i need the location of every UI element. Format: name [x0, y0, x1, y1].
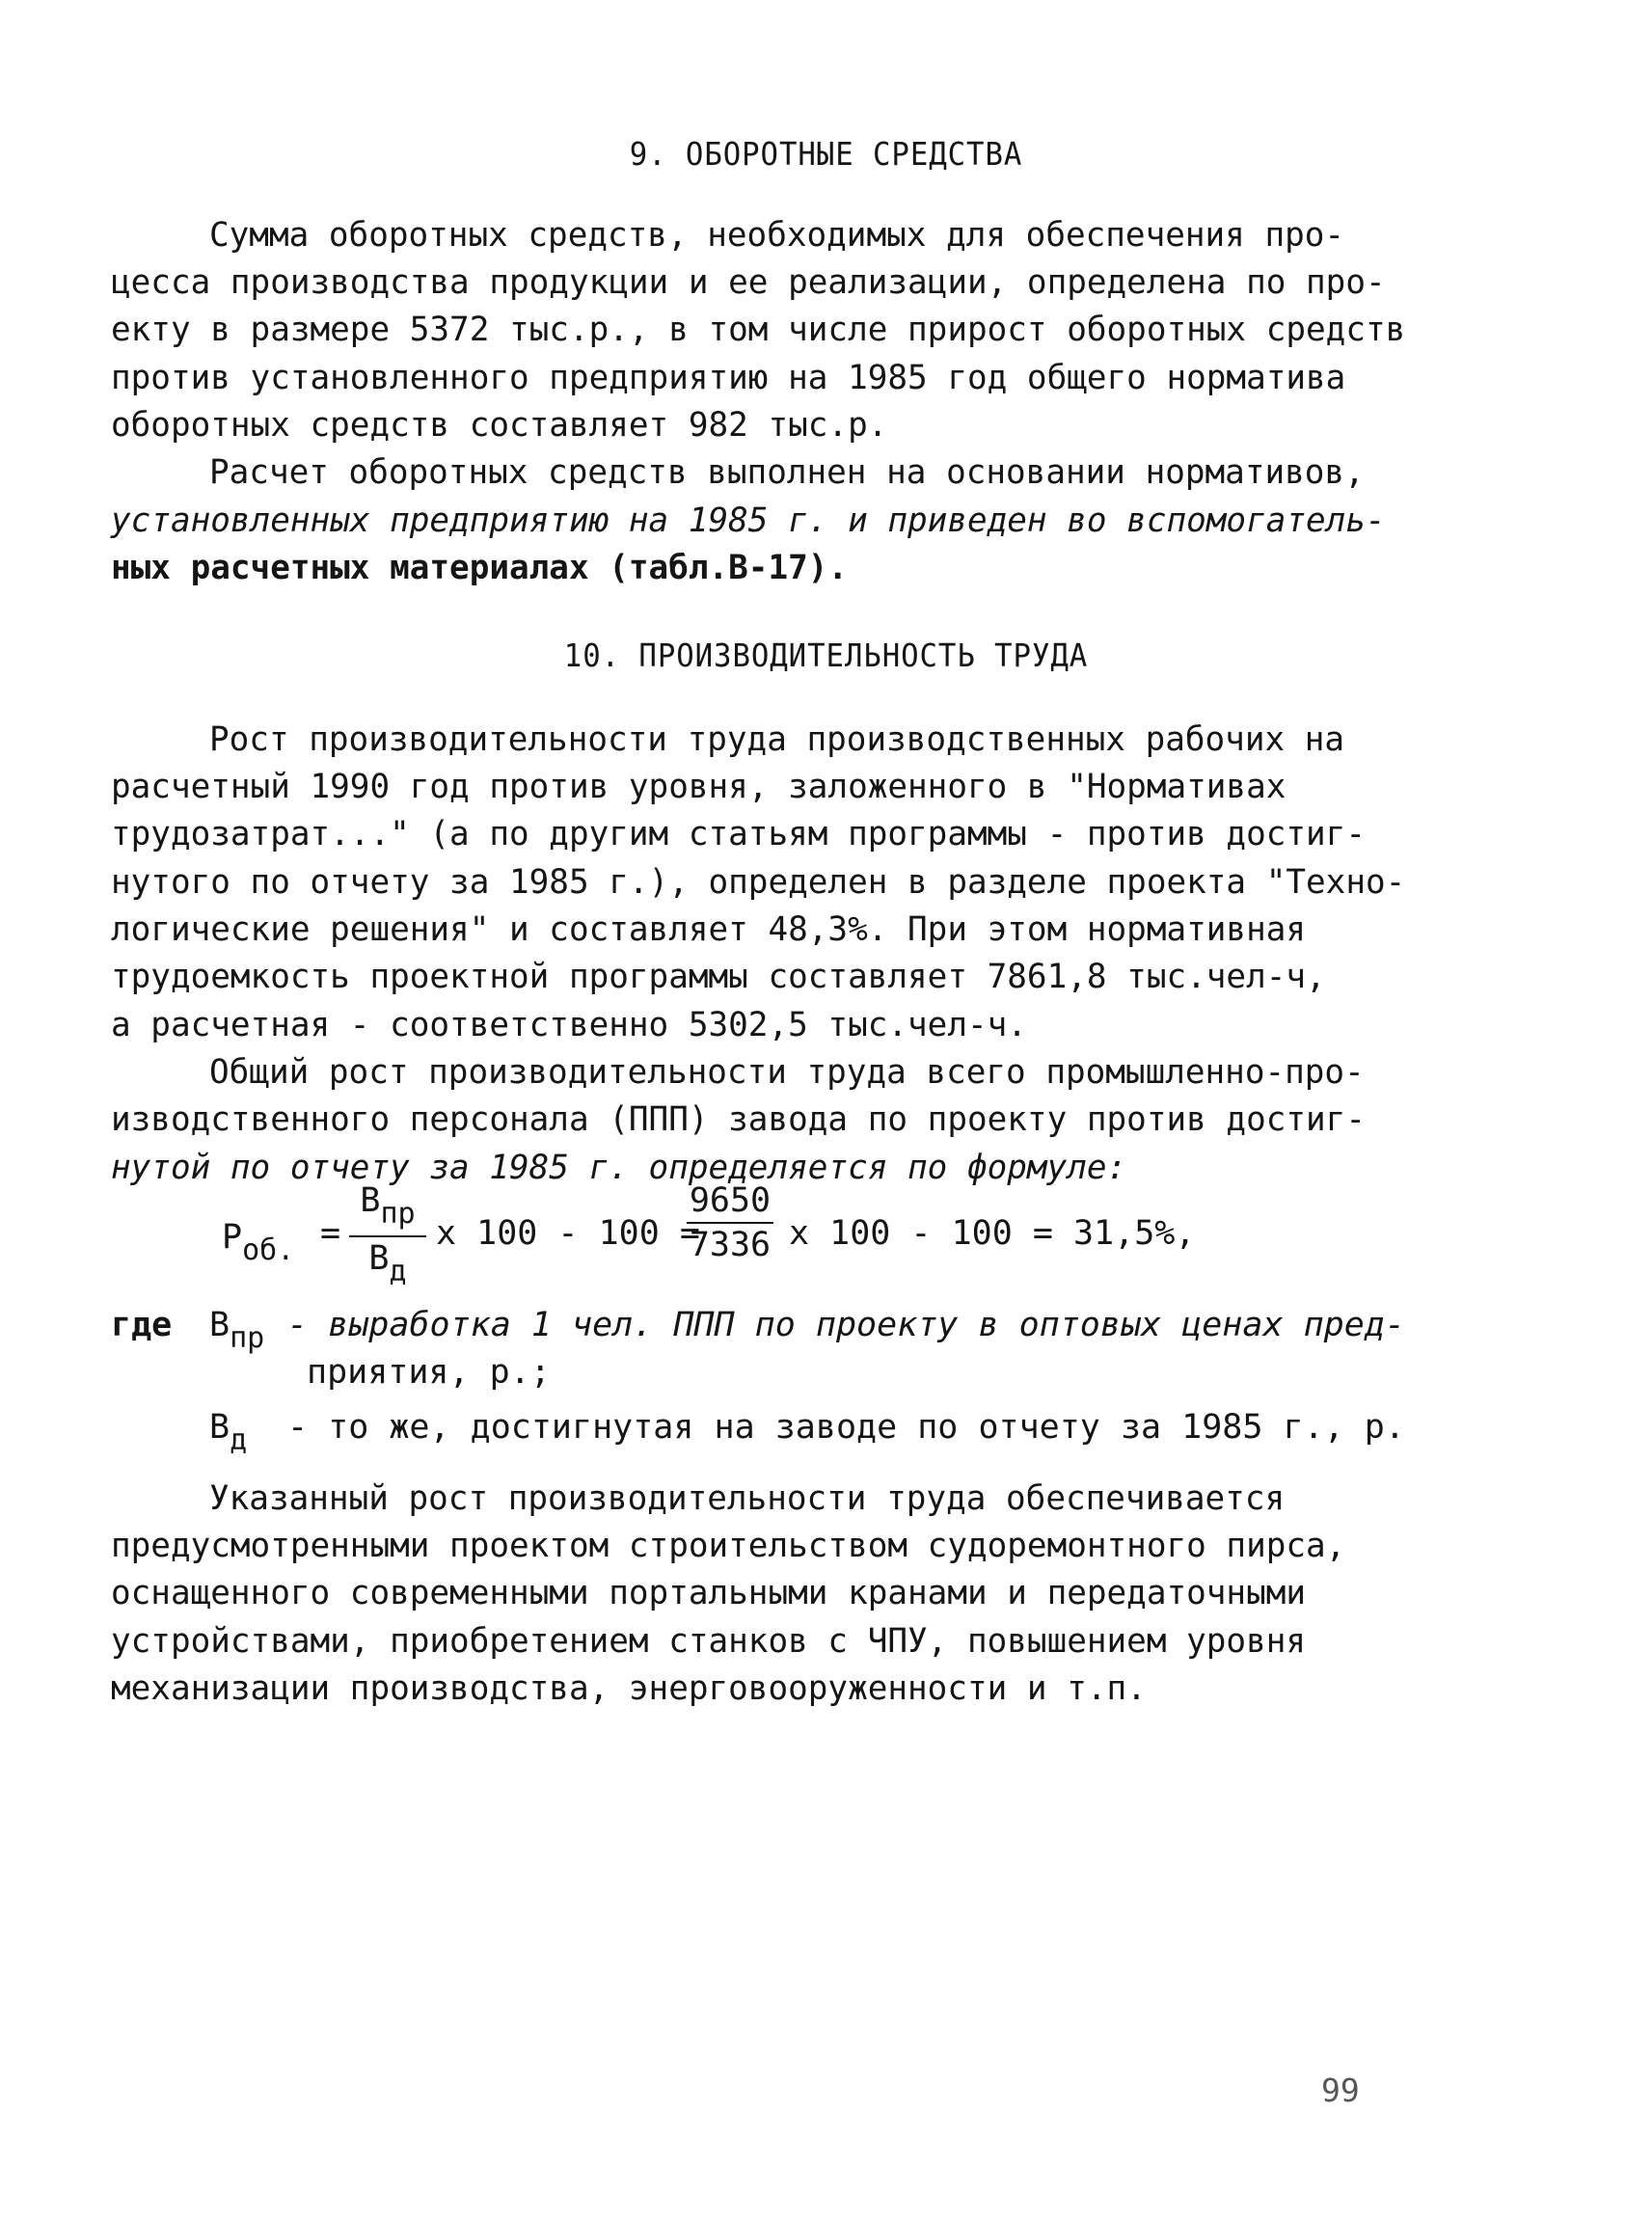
s9-p1-line-3: екту в размере 5372 тыс.р., в том числе прирост оборотных средств: [111, 311, 1406, 349]
page-number: 99: [1321, 2072, 1360, 2109]
s9-p2-line-1: Расчет оборотных средств выполнен на основании нормативов,: [209, 453, 1365, 492]
s9-p2-line-2: установленных предприятию на 1985 г. и приведен во вспомогатель-: [111, 501, 1386, 540]
s9-p1-line-2: цесса производства продукции и ее реализации, определена по про-: [111, 263, 1386, 302]
s10-p1-line-2: расчетный 1990 год против уровня, заложенного в "Нормативах: [111, 768, 1286, 806]
where-symbol-vpr: $В_{пр}$: [209, 1306, 265, 1355]
where-vpr-definition: - выработка 1 чел. ППП по проекту в оптовых ценах пред-: [287, 1306, 1405, 1344]
s10-p2-line-1: Общий рост производительности труда всего промышленно-про-: [209, 1053, 1365, 1092]
s10-p3-line-4: устройствами, приобретением станков с ЧПУ, повышением уровня: [111, 1622, 1307, 1661]
s9-p1-line-1: Сумма оборотных средств, необходимых для обеспечения про-: [209, 216, 1345, 255]
s10-p3-line-3: оснащенного современными портальными кранами и передаточными: [111, 1574, 1307, 1612]
s10-p1-line-7: а расчетная - соответственно 5302,5 тыс.чел-ч.: [111, 1006, 1027, 1044]
productivity-formula: [222, 1181, 1244, 1307]
formula-result: х 100 - 100 = 31,5%,: [789, 1214, 1196, 1253]
s9-p2-line-3: ных расчетных материалах (табл.В-17).: [111, 549, 849, 587]
s9-p1-line-5: оборотных средств составляет 982 тыс.р.: [111, 406, 888, 445]
formula-equals-1: =: [320, 1214, 341, 1253]
s10-p3-line-2: предусмотренными проектом строительством судоремонтного пирса,: [111, 1527, 1346, 1565]
s10-p1-line-5: логические решения" и составляет 48,3%. При этом нормативная: [111, 910, 1307, 949]
s10-p1-line-6: трудоемкость проектной программы составляет 7861,8 тыс.чел-ч,: [111, 958, 1326, 996]
section-9-heading: 9. ОБОРОТНЫЕ СРЕДСТВА: [629, 135, 1023, 173]
s10-p1-line-1: Рост производительности труда производственных рабочих на: [209, 720, 1345, 759]
formula-fraction-symbolic: $В_{пр}$ $В_д$: [349, 1181, 426, 1291]
formula-fraction-numeric: 9650 7336: [687, 1181, 773, 1264]
s9-p1-line-4: против установленного предприятию на 1985 год общего норматива: [111, 359, 1346, 397]
s10-p1-line-4: нутого по отчету за 1985 г.), определен в разделе проекта "Техно-: [111, 863, 1406, 902]
section-10-heading: 10. ПРОИЗВОДИТЕЛЬНОСТЬ ТРУДА: [563, 637, 1089, 674]
s10-p2-line-3: нутой по отчету за 1985 г. определяется по формуле:: [111, 1149, 1127, 1187]
where-label: где: [111, 1306, 173, 1344]
s10-p3-line-1: Указанный рост производительности труда обеспечивается: [209, 1479, 1286, 1518]
s10-p1-line-3: трудозатрат..." (а по другим статьям программы - против достиг-: [111, 815, 1366, 853]
s10-p3-line-5: механизации производства, энерговооруженности и т.п.: [111, 1669, 1147, 1708]
s10-p2-line-2: изводственного персонала (ППП) завода по проекту против достиг-: [111, 1100, 1366, 1139]
where-vd-definition: - то же, достигнутая на заводе по отчету за 1985 г., р.: [287, 1408, 1405, 1447]
formula-middle: х 100 - 100 =: [436, 1214, 700, 1253]
where-vpr-definition-cont: приятия, р.;: [307, 1353, 551, 1392]
formula-lhs: $P_{об.}$: [222, 1218, 295, 1267]
where-symbol-vd: $В_д$: [209, 1408, 248, 1457]
